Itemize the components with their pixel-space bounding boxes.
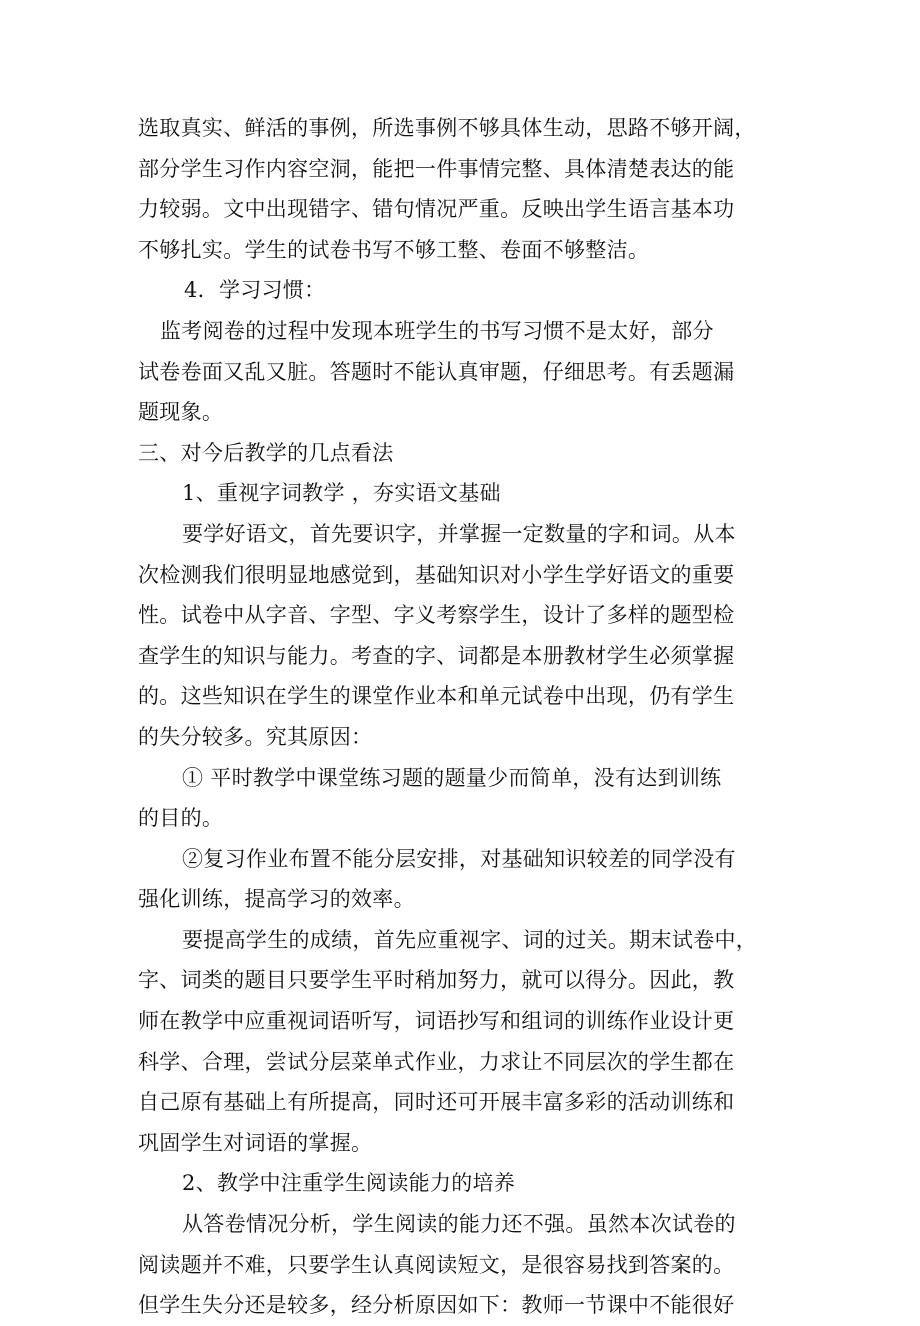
text-line: 师在教学中应重视词语听写，词语抄写和组词的训练作业设计更: [138, 1009, 735, 1034]
text-line: 性。试卷中从字音、字型、字义考察学生，设计了多样的题型检: [138, 603, 735, 628]
text-line: 的目的。: [138, 806, 224, 831]
text-line: 强化训练，提高学习的效率。: [138, 887, 415, 912]
text-line: 自己原有基础上有所提高，同时还可开展丰富多彩的活动训练和: [138, 1090, 735, 1115]
text-line: 次检测我们很明显地感觉到，基础知识对小学生学好语文的重要: [138, 562, 735, 587]
text-line: 力较弱。文中出现错字、错句情况严重。反映出学生语言基本功: [138, 197, 735, 222]
section-heading-teaching-views: 三、对今后教学的几点看法: [138, 440, 394, 465]
text-line: 的失分较多。究其原因：: [138, 724, 373, 749]
text-line: 监考阅卷的过程中发现本班学生的书写习惯不是太好，部分: [160, 318, 714, 343]
text-line: 但学生失分还是较多，经分析原因如下：教师一节课中不能很好: [138, 1293, 735, 1318]
text-line: 阅读题并不难，只要学生认真阅读短文，是很容易找到答案的。: [138, 1252, 735, 1277]
text-line: 的。这些知识在学生的课堂作业本和单元试卷中出现，仍有学生: [138, 684, 735, 709]
text-line: 要提高学生的成绩，首先应重视字、词的过关。期末试卷中，: [182, 927, 758, 952]
text-line: 部分学生习作内容空洞，能把一件事情完整、具体清楚表达的能: [138, 156, 735, 181]
subheading-reading-ability: 2、教学中注重学生阅读能力的培养: [182, 1171, 516, 1196]
text-line: 题现象。: [138, 400, 224, 425]
subheading-vocabulary-teaching: 1、重视字词教学 ，夯实语文基础: [182, 481, 501, 506]
list-item-2: ②复习作业布置不能分层安排，对基础知识较差的同学没有: [182, 846, 736, 871]
text-line: 不够扎实。学生的试卷书写不够工整、卷面不够整洁。: [138, 237, 650, 262]
text-line: 巩固学生对词语的掌握。: [138, 1130, 373, 1155]
text-line: 要学好语文，首先要识字，并掌握一定数量的字和词。从本: [182, 521, 736, 546]
section-heading-study-habits: 4．学习习惯：: [184, 278, 326, 303]
text-line: 从答卷情况分析，学生阅读的能力还不强。虽然本次试卷的: [182, 1212, 736, 1237]
text-line: 试卷卷面又乱又脏。答题时不能认真审题，仔细思考。有丢题漏: [138, 359, 735, 384]
text-line: 选取真实、鲜活的事例，所选事例不够具体生动，思路不够开阔，: [138, 116, 756, 140]
text-line: 查学生的知识与能力。考查的字、词都是本册教材学生必须掌握: [138, 643, 735, 668]
list-item-1: ① 平时教学中课堂练习题的题量少而简单，没有达到训练: [182, 765, 722, 790]
document-body: [138, 108, 788, 1326]
text-line: 字、词类的题目只要学生平时稍加努力，就可以得分。因此，教: [138, 968, 735, 993]
text-line: 科学、合理，尝试分层菜单式作业，力求让不同层次的学生都在: [138, 1049, 735, 1074]
